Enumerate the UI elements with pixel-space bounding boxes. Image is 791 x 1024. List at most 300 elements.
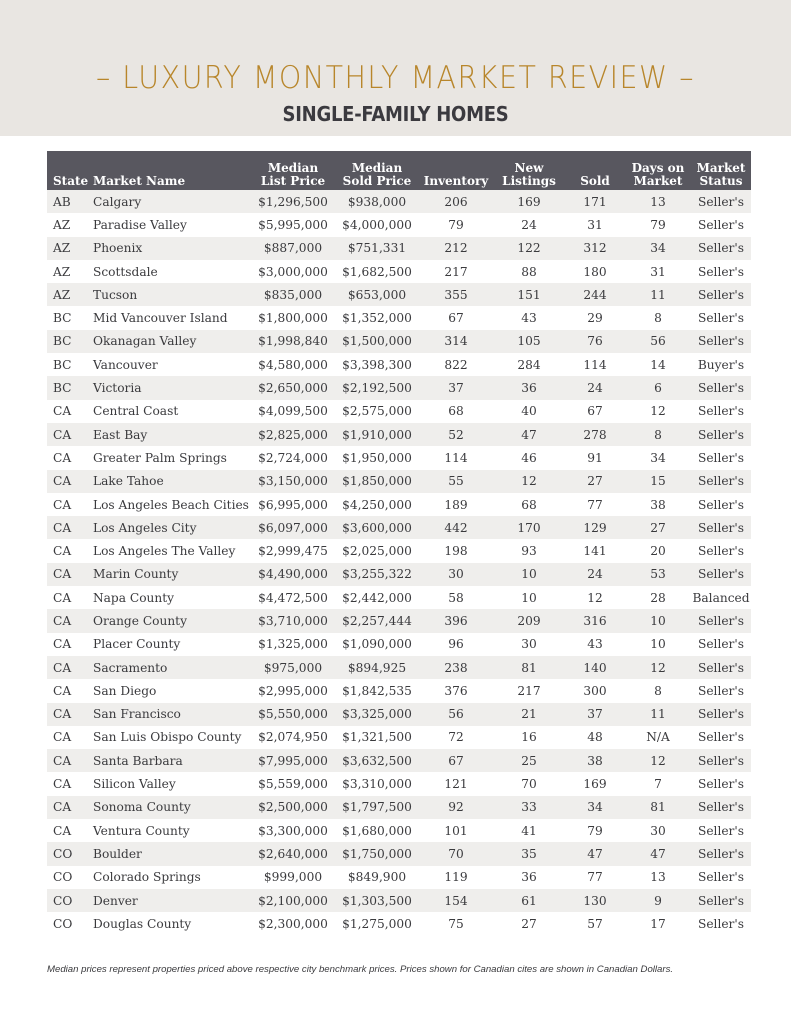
cell-median-list-price: $1,998,840 (251, 330, 335, 353)
cell-market-name: San Luis Obispo County (93, 730, 242, 745)
cell-median-sold-price: $3,600,000 (335, 516, 419, 539)
cell-new-listings: 21 (493, 703, 565, 726)
cell-inventory: 314 (419, 330, 493, 353)
cell-state: CA (47, 470, 93, 493)
cell-new-listings: 35 (493, 842, 565, 865)
cell-days-on-market: 8 (654, 311, 662, 326)
cell-median-list-price: $2,640,000 (251, 842, 335, 865)
cell-inventory: 37 (419, 376, 493, 399)
cell-days-on-market: 11 (625, 703, 691, 726)
cell-days-on-market: 30 (650, 823, 666, 838)
table-row (47, 866, 751, 889)
cell-market-status: Seller's (697, 637, 744, 652)
cell-new-listings: 12 (493, 470, 565, 493)
cell-market-status: Seller's (697, 730, 744, 745)
cell-market-status: Seller's (691, 470, 751, 493)
cell-days-on-market: 79 (650, 217, 666, 232)
cell-median-sold-price: $653,000 (335, 283, 419, 306)
col-header-line: Median (351, 161, 403, 175)
cell-market-status: Seller's (697, 916, 744, 931)
cell-inventory: 56 (419, 703, 493, 726)
cell-new-listings: 105 (493, 330, 565, 353)
cell-median-list-price: $3,710,000 (251, 609, 335, 632)
cell-market-name: San Francisco (93, 703, 251, 726)
col-header-median-list-price (251, 151, 335, 190)
cell-median-sold-price: $1,303,500 (335, 889, 419, 912)
cell-median-list-price: $3,300,000 (258, 823, 328, 838)
table-row (47, 376, 751, 399)
cell-market-name: Napa County (93, 590, 175, 605)
cell-market-name: Sacramento (93, 656, 251, 679)
cell-market-name: Central Coast (93, 404, 179, 419)
col-header-days-on-market (625, 151, 691, 190)
col-header-line: Market (696, 161, 746, 175)
col-header-inventory: Inventory (419, 151, 493, 190)
cell-sold: 244 (565, 283, 625, 306)
table-row (47, 679, 751, 702)
cell-state: AZ (53, 264, 71, 279)
cell-days-on-market: 10 (625, 609, 691, 632)
cell-median-sold-price: $2,575,000 (342, 404, 412, 419)
cell-state: AZ (47, 237, 93, 260)
cell-market-status: Seller's (697, 450, 744, 465)
cell-inventory: 67 (419, 749, 493, 772)
cell-market-name: East Bay (93, 423, 251, 446)
cell-new-listings: 40 (521, 404, 537, 419)
cell-market-name: Sonoma County (93, 796, 251, 819)
cell-days-on-market: 31 (650, 264, 666, 279)
cell-median-list-price: $975,000 (251, 656, 335, 679)
cell-market-name: Tucson (93, 283, 251, 306)
cell-state: CO (53, 870, 73, 885)
table-row (47, 190, 751, 213)
cell-state: CA (53, 404, 72, 419)
cell-state: CA (53, 823, 72, 838)
cell-market-name: Santa Barbara (93, 749, 251, 772)
cell-inventory: 376 (444, 683, 468, 698)
cell-days-on-market: 81 (625, 796, 691, 819)
table-header-row (47, 151, 751, 190)
cell-median-sold-price: $3,325,000 (335, 703, 419, 726)
cell-market-status: Seller's (697, 823, 744, 838)
cell-new-listings: 217 (517, 683, 541, 698)
cell-median-list-price: $3,150,000 (251, 470, 335, 493)
cell-new-listings: 81 (493, 656, 565, 679)
cell-sold: 31 (587, 217, 603, 232)
table-row (47, 539, 751, 562)
cell-market-status: Seller's (691, 376, 751, 399)
cell-days-on-market: 6 (625, 376, 691, 399)
cell-median-sold-price: $751,331 (335, 237, 419, 260)
table-row (47, 330, 751, 353)
cell-median-sold-price: $1,275,000 (342, 916, 412, 931)
cell-new-listings: 41 (521, 823, 537, 838)
cell-median-list-price: $4,490,000 (251, 563, 335, 586)
cell-days-on-market: 47 (625, 842, 691, 865)
cell-new-listings: 284 (517, 357, 541, 372)
cell-inventory: 101 (444, 823, 468, 838)
cell-market-status: Seller's (691, 237, 751, 260)
cell-state: BC (53, 311, 72, 326)
page-subtitle: SINGLE-FAMILY HOMES (282, 102, 509, 126)
cell-state: CA (47, 609, 93, 632)
cell-state: CA (53, 450, 72, 465)
cell-median-sold-price: $2,025,000 (342, 544, 412, 559)
cell-days-on-market: 13 (625, 190, 691, 213)
table-row (47, 726, 751, 749)
cell-new-listings: 24 (521, 217, 537, 232)
cell-state: CA (53, 730, 72, 745)
table-row (47, 819, 751, 842)
cell-inventory: 238 (419, 656, 493, 679)
col-header-market-status (691, 151, 751, 190)
table-row (47, 493, 751, 516)
cell-market-status: Seller's (691, 796, 751, 819)
cell-median-sold-price: $1,750,000 (335, 842, 419, 865)
cell-median-list-price: $835,000 (251, 283, 335, 306)
cell-median-list-price: $5,995,000 (258, 217, 328, 232)
cell-inventory: 355 (419, 283, 493, 306)
cell-new-listings: 170 (493, 516, 565, 539)
cell-median-sold-price: $4,250,000 (342, 497, 412, 512)
cell-sold: 169 (583, 777, 607, 792)
cell-inventory: 75 (448, 916, 464, 931)
cell-median-sold-price: $3,255,322 (335, 563, 419, 586)
cell-median-sold-price: $1,352,000 (342, 311, 412, 326)
cell-new-listings: 36 (521, 870, 537, 885)
cell-sold: 34 (565, 796, 625, 819)
cell-median-sold-price: $1,500,000 (335, 330, 419, 353)
cell-inventory: 92 (419, 796, 493, 819)
cell-median-list-price: $4,580,000 (258, 357, 328, 372)
cell-sold: 29 (587, 311, 603, 326)
cell-market-name: Scottsdale (93, 264, 158, 279)
col-header-state: State (47, 151, 93, 190)
cell-inventory: 119 (444, 870, 468, 885)
cell-market-status: Balanced (692, 590, 750, 605)
cell-days-on-market: 28 (650, 590, 666, 605)
cell-state: AB (47, 190, 93, 213)
cell-days-on-market: 9 (625, 889, 691, 912)
cell-median-list-price: $887,000 (251, 237, 335, 260)
cell-new-listings: 61 (493, 889, 565, 912)
cell-sold: 312 (565, 237, 625, 260)
cell-median-list-price: $5,559,000 (258, 777, 328, 792)
cell-median-list-price: $2,300,000 (258, 916, 328, 931)
cell-days-on-market: 12 (625, 749, 691, 772)
col-header-market-name: Market Name (93, 151, 251, 190)
cell-days-on-market: 15 (625, 470, 691, 493)
cell-market-status: Seller's (691, 842, 751, 865)
cell-sold: 24 (565, 376, 625, 399)
cell-market-status: Seller's (697, 777, 744, 792)
table-row (47, 446, 751, 469)
cell-market-status: Seller's (697, 544, 744, 559)
table-row (47, 749, 751, 772)
cell-days-on-market: 38 (650, 497, 666, 512)
cell-new-listings: 25 (493, 749, 565, 772)
cell-inventory: 96 (448, 637, 464, 652)
table-row (47, 563, 751, 586)
cell-market-name: Los Angeles City (93, 516, 251, 539)
cell-median-list-price: $1,296,500 (251, 190, 335, 213)
cell-new-listings: 70 (521, 777, 537, 792)
cell-median-list-price: $2,650,000 (251, 376, 335, 399)
cell-new-listings: 10 (493, 563, 565, 586)
cell-sold: 77 (587, 497, 603, 512)
cell-median-sold-price: $1,850,000 (335, 470, 419, 493)
cell-new-listings: 10 (521, 590, 537, 605)
col-header-line: Market (633, 174, 683, 188)
cell-median-list-price: $1,800,000 (258, 311, 328, 326)
cell-state: CA (53, 777, 72, 792)
cell-state: CA (53, 683, 72, 698)
cell-days-on-market: 8 (625, 423, 691, 446)
cell-new-listings: 30 (521, 637, 537, 652)
cell-inventory: 72 (448, 730, 464, 745)
cell-state: BC (53, 357, 72, 372)
cell-sold: 76 (565, 330, 625, 353)
cell-median-list-price: $6,995,000 (258, 497, 328, 512)
cell-inventory: 206 (419, 190, 493, 213)
cell-sold: 171 (565, 190, 625, 213)
cell-market-status: Seller's (697, 217, 744, 232)
table-row (47, 353, 751, 376)
table-row (47, 842, 751, 865)
cell-sold: 129 (565, 516, 625, 539)
cell-inventory: 114 (444, 450, 468, 465)
cell-sold: 141 (583, 544, 607, 559)
cell-new-listings: 68 (521, 497, 537, 512)
cell-inventory: 217 (444, 264, 468, 279)
cell-market-name: Mid Vancouver Island (93, 311, 228, 326)
cell-inventory: 442 (419, 516, 493, 539)
cell-median-sold-price: $2,257,444 (335, 609, 419, 632)
cell-sold: 278 (565, 423, 625, 446)
market-table (47, 151, 751, 936)
cell-market-status: Seller's (691, 516, 751, 539)
cell-sold: 79 (587, 823, 603, 838)
cell-market-status: Seller's (697, 404, 744, 419)
cell-new-listings: 33 (493, 796, 565, 819)
cell-new-listings: 151 (493, 283, 565, 306)
cell-median-sold-price: $1,950,000 (342, 450, 412, 465)
cell-inventory: 52 (419, 423, 493, 446)
cell-sold: 37 (565, 703, 625, 726)
cell-days-on-market: 20 (650, 544, 666, 559)
cell-days-on-market: 7 (654, 777, 662, 792)
col-header-line: List Price (260, 174, 326, 188)
col-header-sold: Sold (565, 151, 625, 190)
cell-median-list-price: $4,472,500 (258, 590, 328, 605)
col-header-line: Status (699, 174, 743, 188)
col-header-line: New (514, 161, 544, 175)
cell-median-sold-price: $1,090,000 (342, 637, 412, 652)
cell-market-name: Marin County (93, 563, 251, 586)
cell-state: CA (47, 423, 93, 446)
table-row (47, 609, 751, 632)
table-row (47, 260, 751, 283)
cell-market-status: Seller's (691, 190, 751, 213)
cell-market-name: Calgary (93, 190, 251, 213)
cell-median-list-price: $2,500,000 (251, 796, 335, 819)
cell-state: CA (53, 590, 72, 605)
cell-median-sold-price: $3,632,500 (335, 749, 419, 772)
cell-days-on-market: 34 (625, 237, 691, 260)
cell-median-list-price: $6,097,000 (251, 516, 335, 539)
cell-market-status: Buyer's (697, 357, 745, 372)
cell-sold: 12 (587, 590, 603, 605)
cell-state: BC (47, 330, 93, 353)
cell-inventory: 154 (419, 889, 493, 912)
cell-days-on-market: 56 (625, 330, 691, 353)
cell-median-list-price: $7,995,000 (251, 749, 335, 772)
cell-market-name: Paradise Valley (93, 217, 187, 232)
cell-market-status: Seller's (691, 563, 751, 586)
table-body (47, 190, 751, 936)
cell-state: AZ (53, 217, 71, 232)
cell-days-on-market: 14 (650, 357, 666, 372)
cell-market-name: Orange County (93, 609, 251, 632)
cell-days-on-market: 34 (650, 450, 666, 465)
cell-market-status: Seller's (691, 609, 751, 632)
table-row (47, 796, 751, 819)
cell-market-name: Douglas County (93, 916, 192, 931)
cell-market-status: Seller's (691, 330, 751, 353)
cell-state: CA (47, 749, 93, 772)
cell-sold: 300 (583, 683, 607, 698)
table-row (47, 586, 751, 609)
table-row (47, 889, 751, 912)
cell-market-name: Silicon Valley (93, 777, 176, 792)
cell-state: CO (47, 889, 93, 912)
cell-inventory: 55 (419, 470, 493, 493)
table-row (47, 423, 751, 446)
cell-median-sold-price: $3,310,000 (342, 777, 412, 792)
cell-median-list-price: $2,724,000 (258, 450, 328, 465)
cell-new-listings: 46 (521, 450, 537, 465)
table-row (47, 213, 751, 236)
cell-median-sold-price: $1,910,000 (335, 423, 419, 446)
cell-days-on-market: 12 (625, 656, 691, 679)
cell-state: CA (47, 563, 93, 586)
cell-sold: 77 (587, 870, 603, 885)
cell-median-list-price: $3,000,000 (258, 264, 328, 279)
cell-new-listings: 88 (521, 264, 537, 279)
cell-market-status: Seller's (697, 870, 744, 885)
cell-inventory: 58 (448, 590, 464, 605)
header-banner (0, 0, 791, 136)
cell-market-name: Los Angeles Beach Cities (93, 497, 249, 512)
cell-inventory: 68 (448, 404, 464, 419)
cell-market-status: Seller's (697, 264, 744, 279)
cell-new-listings: 43 (521, 311, 537, 326)
table-row (47, 306, 751, 329)
cell-market-status: Seller's (691, 889, 751, 912)
cell-sold: 91 (587, 450, 603, 465)
cell-market-status: Seller's (691, 749, 751, 772)
cell-state: CA (53, 637, 72, 652)
cell-market-status: Seller's (691, 656, 751, 679)
cell-state: BC (47, 376, 93, 399)
cell-sold: 316 (565, 609, 625, 632)
cell-inventory: 212 (419, 237, 493, 260)
cell-new-listings: 16 (521, 730, 537, 745)
cell-days-on-market: 27 (625, 516, 691, 539)
cell-market-name: Vancouver (93, 357, 158, 372)
cell-inventory: 67 (448, 311, 464, 326)
cell-new-listings: 209 (493, 609, 565, 632)
cell-state: CA (47, 516, 93, 539)
cell-state: CA (53, 497, 72, 512)
col-header-line: Sold Price (342, 174, 412, 188)
table-row (47, 400, 751, 423)
cell-median-list-price: $2,825,000 (251, 423, 335, 446)
cell-market-status: Seller's (697, 497, 744, 512)
cell-market-name: Placer County (93, 637, 181, 652)
cell-sold: 67 (587, 404, 603, 419)
cell-market-status: Seller's (691, 283, 751, 306)
cell-state: CA (47, 796, 93, 819)
cell-median-sold-price: $2,442,000 (342, 590, 412, 605)
cell-state: CO (47, 842, 93, 865)
cell-inventory: 70 (419, 842, 493, 865)
cell-market-name: Denver (93, 889, 251, 912)
table-row (47, 656, 751, 679)
cell-sold: 24 (565, 563, 625, 586)
cell-sold: 38 (565, 749, 625, 772)
col-header-line: Days on (631, 161, 685, 175)
cell-new-listings: 169 (493, 190, 565, 213)
cell-median-sold-price: $1,682,500 (342, 264, 412, 279)
cell-median-list-price: $2,074,950 (258, 730, 328, 745)
cell-days-on-market: 12 (650, 404, 666, 419)
cell-market-name: San Diego (93, 683, 157, 698)
cell-median-sold-price: $4,000,000 (342, 217, 412, 232)
cell-median-sold-price: $1,797,500 (335, 796, 419, 819)
cell-market-status: Seller's (691, 703, 751, 726)
footnote: Median prices represent properties priced above respective city benchmark prices. Prices shown for Canadian cites are shown in Canadian Dollars. (47, 964, 674, 975)
table-row (47, 470, 751, 493)
cell-new-listings: 93 (521, 544, 537, 559)
cell-sold: 57 (587, 916, 603, 931)
cell-median-sold-price: $938,000 (335, 190, 419, 213)
cell-sold: 43 (587, 637, 603, 652)
cell-state: AZ (47, 283, 93, 306)
cell-sold: 140 (565, 656, 625, 679)
cell-median-sold-price: $1,842,535 (342, 683, 412, 698)
cell-new-listings: 36 (493, 376, 565, 399)
page-title: – LUXURY MONTHLY MARKET REVIEW – (96, 60, 695, 96)
cell-days-on-market: 8 (654, 683, 662, 698)
col-header-line: Median (267, 161, 319, 175)
cell-inventory: 198 (444, 544, 468, 559)
cell-market-name: Colorado Springs (93, 870, 201, 885)
cell-median-list-price: $5,550,000 (251, 703, 335, 726)
cell-market-name: Los Angeles The Valley (93, 544, 236, 559)
cell-median-sold-price: $894,925 (335, 656, 419, 679)
table-row (47, 283, 751, 306)
cell-new-listings: 27 (521, 916, 537, 931)
col-header-median-sold-price (335, 151, 419, 190)
cell-median-sold-price: $1,680,000 (342, 823, 412, 838)
col-header-line: Listings (502, 174, 556, 188)
cell-inventory: 121 (444, 777, 468, 792)
cell-median-sold-price: $3,398,300 (342, 357, 412, 372)
table-row (47, 912, 751, 935)
table-row (47, 633, 751, 656)
cell-state: CA (47, 703, 93, 726)
